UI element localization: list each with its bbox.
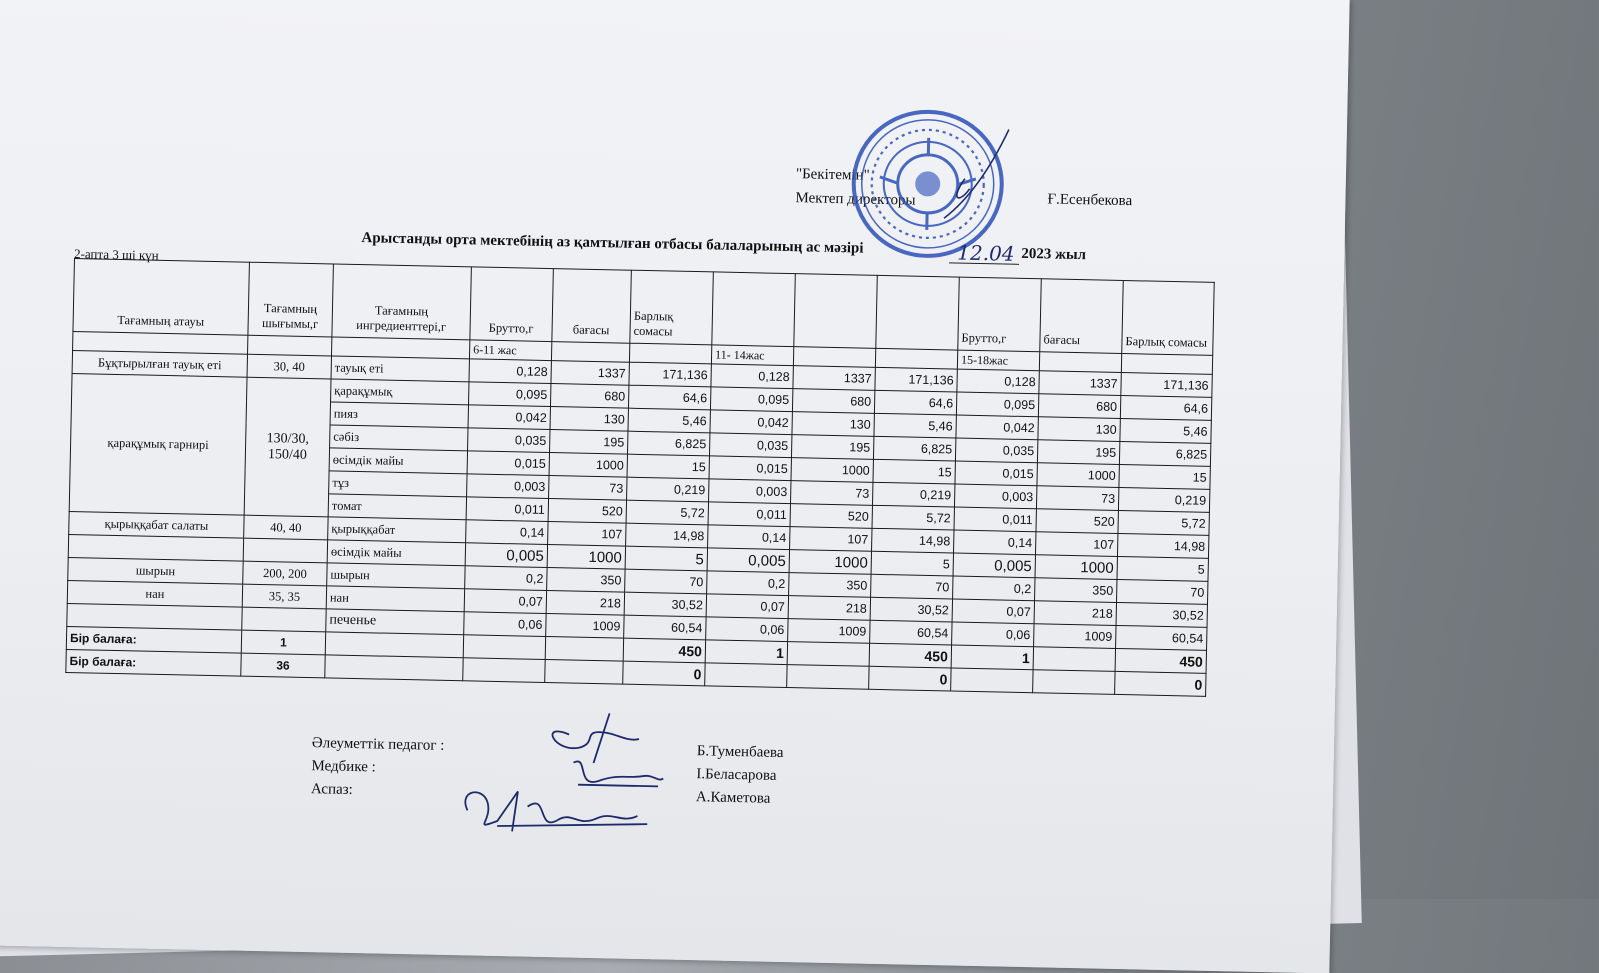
cell-b3: 0,14 — [954, 530, 1036, 555]
cell-t2: 14,98 — [872, 528, 954, 553]
cell-t2: 64,6 — [874, 390, 956, 415]
cell-t2: 15 — [873, 459, 955, 484]
social-pedagogue-name: Б.Туменбаева — [696, 743, 784, 761]
ingredient-name: тауық еті — [331, 356, 469, 382]
cell-p2: 1000 — [791, 458, 873, 483]
week-day-label: 2-апта 3 ші күн — [73, 246, 159, 263]
cell-b2: 0,128 — [711, 364, 793, 389]
cell-p3: 73 — [1036, 486, 1118, 511]
totals-sum-3: 0 — [1115, 671, 1206, 696]
cell-p2: 73 — [791, 481, 873, 506]
dish-name: шырын — [68, 557, 243, 584]
cell-t1: 5,46 — [628, 408, 710, 433]
ingredient-name: өсімдік майы — [329, 448, 467, 474]
cell-t2: 5,72 — [872, 505, 954, 530]
cell-b2: 0,011 — [708, 502, 790, 527]
cell-t3: 0,219 — [1118, 487, 1209, 512]
cell-b1: 0,005 — [465, 543, 547, 568]
dish-output: 200, 200 — [243, 561, 327, 586]
cell-b2: 0,06 — [706, 617, 788, 642]
cell-t1: 171,136 — [629, 362, 711, 387]
cell-p2: 218 — [788, 596, 870, 621]
ingredient-name: тұз — [329, 471, 467, 497]
cell-t2: 60,54 — [870, 620, 952, 645]
dish-name: нан — [67, 580, 242, 607]
header-empty — [712, 272, 796, 347]
cell-p1: 520 — [548, 499, 626, 524]
cell-t1: 6,825 — [628, 431, 710, 456]
header-price-3: бағасы — [1040, 279, 1124, 354]
dish-name: қырыққабат салаты — [69, 511, 244, 538]
cell-b3: 0,005 — [953, 553, 1035, 578]
cell-b2: 0,015 — [709, 456, 791, 481]
cook-name: А.Каметова — [695, 789, 771, 807]
cell-t3: 70 — [1117, 579, 1208, 604]
cell-t3: 5 — [1117, 556, 1208, 581]
cell-b2: 0,042 — [710, 410, 792, 435]
cell-b1: 0,095 — [469, 382, 551, 407]
age-group-1: 6-11 жас — [469, 340, 551, 361]
header-empty — [794, 274, 878, 349]
totals-sum-2: 450 — [869, 643, 951, 668]
dish-output: 130/30, 150/40 — [244, 377, 331, 517]
cell-t3: 15 — [1119, 464, 1210, 489]
totals-sum-1: 0 — [623, 661, 705, 686]
totals-sum-2: 0 — [869, 666, 951, 691]
cell-t3: 30,52 — [1116, 602, 1207, 627]
cell-b2: 0,035 — [709, 433, 791, 458]
cell-p1: 1337 — [551, 361, 629, 386]
cell-t3: 14,98 — [1117, 533, 1208, 558]
cell-p2: 130 — [792, 412, 874, 437]
nurse-name: І.Беласарова — [696, 766, 777, 784]
cell-p3: 1000 — [1037, 463, 1119, 488]
ingredient-name: томат — [328, 494, 466, 520]
cell-p2: 350 — [789, 573, 871, 598]
dish-output: 40, 40 — [244, 515, 328, 540]
ingredient-name: өсімдік майы — [327, 540, 465, 566]
cell-b3: 0,003 — [954, 484, 1036, 509]
social-pedagogue-label: Әлеуметтік педагог : — [311, 735, 445, 754]
official-stamp — [848, 106, 1011, 259]
staff-labels — [311, 732, 445, 804]
cell-b1: 0,2 — [465, 566, 547, 591]
cell-b3: 0,095 — [956, 392, 1038, 417]
cell-b2: 0,07 — [706, 594, 788, 619]
ingredient-name: сәбіз — [330, 425, 468, 451]
dish-output: 35, 35 — [242, 584, 326, 609]
cell-p3: 218 — [1034, 601, 1116, 626]
handwritten-date: 12.04 — [957, 240, 1015, 266]
cell-p3: 1009 — [1034, 624, 1116, 649]
document-title: Арыстанды орта мектебінің аз қамтылған отбасы балаларының ас мәзірі — [361, 230, 864, 257]
cell-p2: 1337 — [793, 366, 875, 391]
totals-brutto-2: 1 — [705, 640, 787, 665]
ingredient-name: печенье — [326, 609, 464, 635]
cell-b1: 0,011 — [466, 497, 548, 522]
cell-b1: 0,06 — [464, 612, 546, 637]
cell-b2: 0,2 — [707, 571, 789, 596]
nurse-label: Медбике : — [311, 758, 376, 776]
dish-name: Бұқтырылған тауық еті — [72, 351, 247, 378]
cell-t2: 5,46 — [874, 413, 956, 438]
cell-t3: 171,136 — [1121, 372, 1212, 397]
cell-t3: 6,825 — [1119, 441, 1210, 466]
totals-sum-3: 450 — [1115, 648, 1206, 673]
dish-output — [242, 607, 326, 632]
header-empty — [876, 275, 960, 350]
cell-p3: 1000 — [1035, 555, 1117, 580]
cell-t1: 60,54 — [624, 615, 706, 640]
ingredient-name: пияз — [330, 402, 468, 428]
cell-b3: 0,2 — [953, 576, 1035, 601]
cell-t1: 14,98 — [626, 523, 708, 548]
cell-p1: 107 — [548, 522, 626, 547]
cell-b3: 0,035 — [955, 438, 1037, 463]
cell-t2: 6,825 — [873, 436, 955, 461]
cell-b1: 0,07 — [464, 589, 546, 614]
cell-t2: 30,52 — [870, 597, 952, 622]
cell-t1: 0,219 — [627, 477, 709, 502]
header-brutto-3: Брутто,г — [958, 277, 1042, 352]
cell-p3: 107 — [1035, 532, 1117, 557]
cell-b3: 0,011 — [954, 507, 1036, 532]
dish-name: қарақұмық гарнирі — [69, 374, 247, 516]
year-label: 2023 жыл — [1021, 245, 1087, 264]
cell-p1: 1000 — [549, 453, 627, 478]
cell-b3: 0,128 — [957, 369, 1039, 394]
totals-count: 36 — [241, 653, 325, 678]
cell-b1: 0,042 — [468, 405, 550, 430]
header-total-1: Барлық сомасы — [630, 270, 714, 345]
cell-b3: 0,06 — [952, 622, 1034, 647]
staff-names — [696, 740, 784, 811]
cell-b3: 0,07 — [952, 599, 1034, 624]
cell-p1: 73 — [549, 476, 627, 501]
header-brutto-1: Брутто,г — [470, 267, 554, 342]
signatures — [457, 690, 690, 845]
cell-t1: 30,52 — [624, 592, 706, 617]
header-total-3: Барлық сомасы — [1122, 281, 1215, 356]
cell-t1: 64,6 — [628, 385, 710, 410]
cell-p1: 680 — [550, 384, 628, 409]
totals-sum-1: 450 — [623, 638, 705, 663]
cell-b2: 0,003 — [709, 479, 791, 504]
ingredient-name: нан — [326, 586, 464, 612]
header-output: Тағамның шығымы,г — [248, 262, 334, 337]
cook-label: Аспаз: — [310, 781, 353, 798]
cell-p2: 107 — [790, 527, 872, 552]
dish-output — [243, 538, 327, 563]
cell-b3: 0,015 — [955, 461, 1037, 486]
cell-t1: 5,72 — [626, 500, 708, 525]
cell-t3: 5,46 — [1120, 418, 1211, 443]
cell-p3: 680 — [1038, 394, 1120, 419]
ingredient-name: қырыққабат — [328, 517, 466, 543]
cell-t2: 171,136 — [875, 367, 957, 392]
cell-p3: 520 — [1036, 509, 1118, 534]
dish-output: 30, 40 — [247, 354, 331, 379]
header-dish-name: Тағамның атауы — [73, 259, 249, 336]
menu-table — [65, 258, 1214, 697]
cell-b1: 0,015 — [467, 451, 549, 476]
totals-count: 1 — [241, 630, 325, 655]
cell-b1: 0,14 — [466, 520, 548, 545]
cell-t2: 70 — [871, 574, 953, 599]
cell-t2: 0,219 — [872, 482, 954, 507]
cell-t3: 5,72 — [1118, 510, 1209, 535]
director-label: Мектеп директоры — [795, 190, 916, 209]
cell-p2: 680 — [792, 389, 874, 414]
cell-b3: 0,042 — [956, 415, 1038, 440]
cell-p2: 1009 — [788, 619, 870, 644]
cell-b2: 0,095 — [710, 387, 792, 412]
cell-p1: 218 — [546, 591, 624, 616]
cell-t1: 15 — [627, 454, 709, 479]
ingredient-name: қарақұмық — [331, 379, 469, 405]
totals-label: Бір балаға: — [66, 626, 241, 653]
ingredient-name: шырын — [327, 563, 465, 589]
cell-p1: 1009 — [546, 613, 624, 638]
header-ingredients: Тағамның ингредиенттері,г — [332, 264, 471, 340]
totals-label: Бір балаға: — [66, 649, 241, 676]
age-group-2: 11- 14жас — [711, 345, 793, 366]
totals-brutto-3: 1 — [951, 645, 1033, 670]
cell-p2: 1000 — [789, 550, 871, 575]
approve-label: "Бекітемін" — [795, 166, 870, 184]
cell-t3: 60,54 — [1116, 625, 1207, 650]
cell-p2: 195 — [791, 435, 873, 460]
cell-b1: 0,003 — [467, 474, 549, 499]
cell-b1: 0,035 — [468, 428, 550, 453]
cell-b1: 0,128 — [469, 359, 551, 384]
cell-p3: 1337 — [1039, 371, 1121, 396]
cell-b2: 0,14 — [708, 525, 790, 550]
cell-t2: 5 — [871, 551, 953, 576]
cell-t3: 64,6 — [1120, 395, 1211, 420]
cell-t1: 5 — [625, 546, 707, 571]
cell-p1: 195 — [550, 430, 628, 455]
age-group-3: 15-18жас — [957, 350, 1039, 371]
director-name: Ғ.Есенбекова — [1047, 191, 1133, 210]
cell-p2: 520 — [790, 504, 872, 529]
cell-p3: 350 — [1035, 578, 1117, 603]
cell-p3: 195 — [1037, 440, 1119, 465]
cell-t1: 70 — [625, 569, 707, 594]
cell-p1: 350 — [547, 568, 625, 593]
cell-b2: 0,005 — [707, 548, 789, 573]
header-price-1: бағасы — [552, 269, 632, 344]
cell-p3: 130 — [1038, 417, 1120, 442]
cell-p1: 1000 — [547, 545, 625, 570]
cell-p1: 130 — [550, 407, 628, 432]
